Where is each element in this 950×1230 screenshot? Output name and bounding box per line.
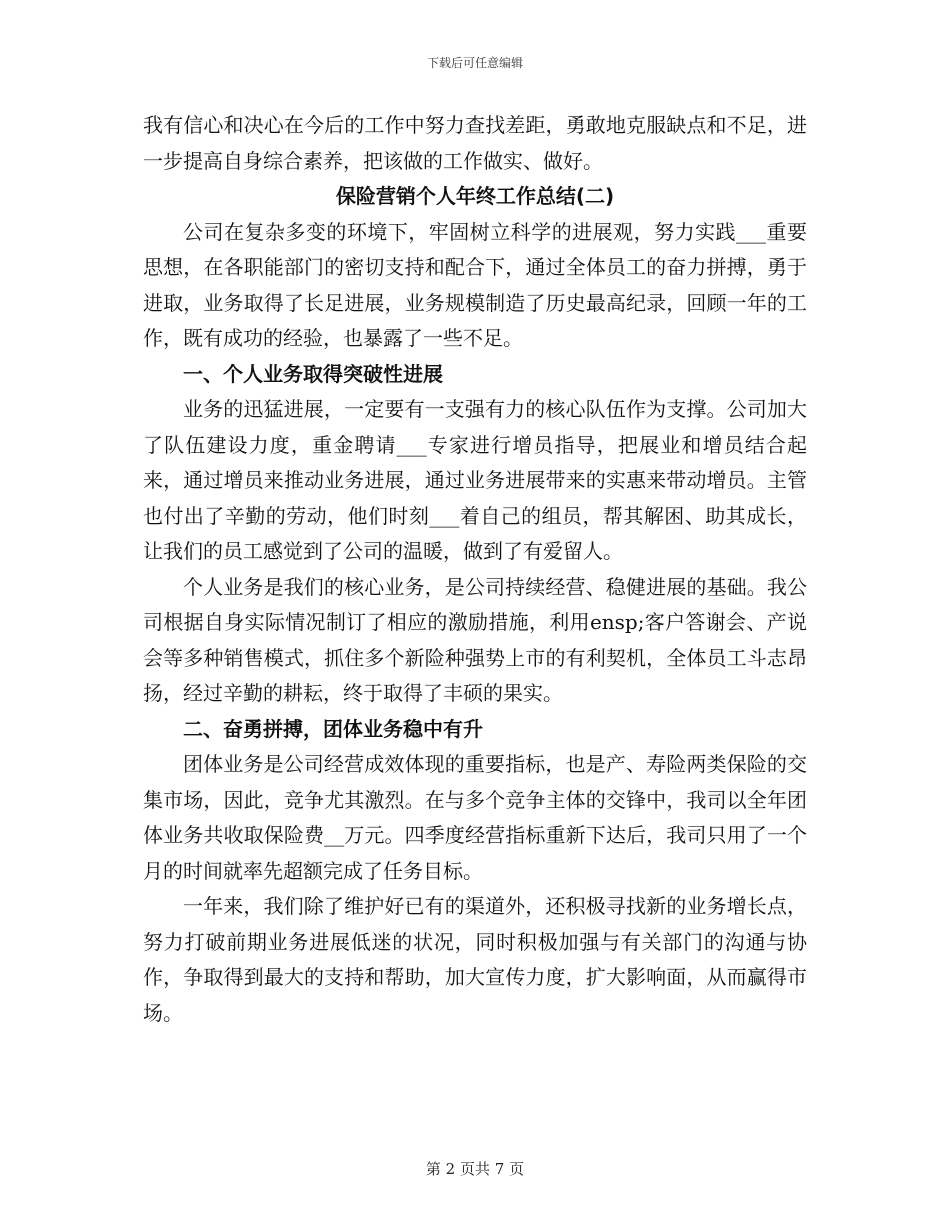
heading-personal-business: 一、个人业务取得突破性进展 [183,361,443,386]
paragraph-channels: 一年来，我们除了维护好已有的渠道外，还积极寻找新的业务增长点，努力打破前期业务进展低迷的状况，同时积极加强与有关部门的沟通与协作，争取得到最大的支持和帮助，加大宣传力度，扩大影响面，从而赢得市场。 [143,894,807,1025]
paragraph-continuation: 我有信心和决心在今后的工作中努力查找差距，勇敢地克服缺点和不足，进一步提高自身综合素养，把该做的工作做实、做好。 [143,113,807,173]
section-title: 保险营销个人年终工作总结(二) [335,184,615,208]
heading-group-business: 二、奋勇拼搏，团体业务稳中有升 [183,716,483,741]
paragraph-intro: 公司在复杂多变的环境下，牢固树立科学的进展观，努力实践___重要思想，在各职能部门的密切支持和配合下，通过全体员工的奋力拼搏，勇于进取，业务取得了长足进展，业务规模制造了历史最高纪录，回顾一年的工作，既有成功的经验，也暴露了一些不足。 [143,219,807,350]
paragraph-team-building: 业务的迅猛进展，一定要有一支强有力的核心队伍作为支撑。公司加大了队伍建设力度，重金聘请___专家进行增员指导，把展业和增员结合起来，通过增员来推动业务进展，通过业务进展带来的实惠来带动增员。主管也付出了辛勤的劳动，他们时刻___着自己的组员，帮其解困、助其成长，让我们的员工感觉到了公司的温暖，做到了有爱留人。 [143,397,807,563]
paragraph-personal-business: 个人业务是我们的核心业务，是公司持续经营、稳健进展的基础。我公司根据自身实际情况制订了相应的激励措施，利用ensp;客户答谢会、产说会等多种销售模式，抓住多个新险种强势上市的有利契机，全体员工斗志昂扬，经过辛勤的耕耘，终于取得了丰硕的果实。 [143,574,807,705]
page-number: 第 2 页共 7 页 [425,1160,525,1178]
document-body [143,108,807,1031]
page-header: 下载后可任意编辑 [426,56,523,70]
paragraph-group-business: 团体业务是公司经营成效体现的重要指标，也是产、寿险两类保险的交集市场，因此，竞争尤其激烈。在与多个竞争主体的交锋中，我司以全年团体业务共收取保险费__万元。四季度经营指标重新下达后，我司只用了一个月的时间就率先超额完成了任务目标。 [143,752,807,883]
